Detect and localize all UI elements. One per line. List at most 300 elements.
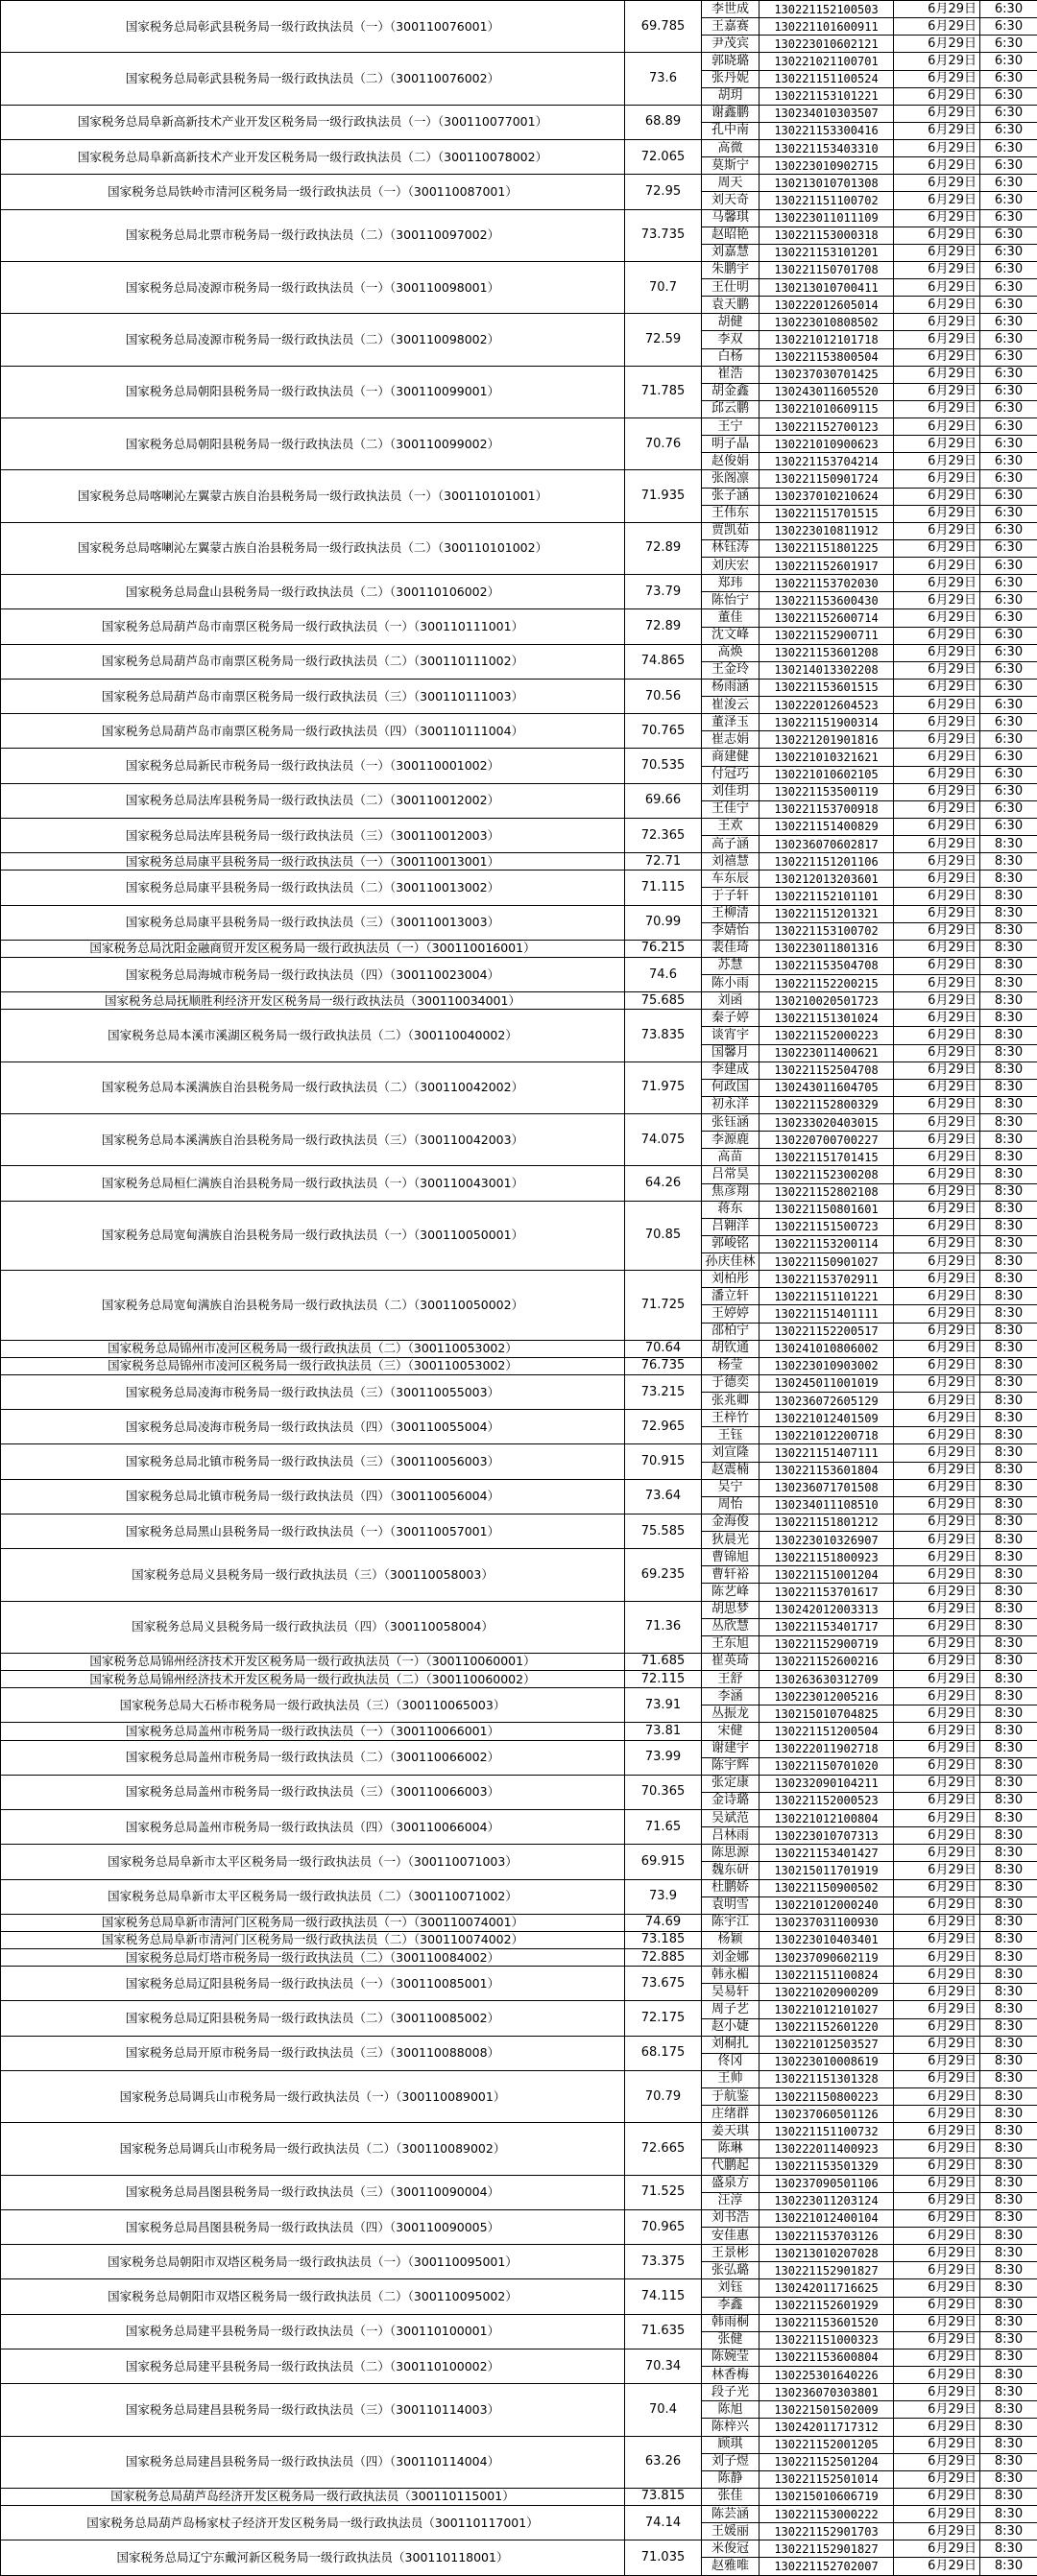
exam-number-cell: 130221152601929 <box>760 2297 894 2314</box>
date-cell: 6月29日 <box>894 2540 980 2558</box>
date-cell: 6月29日 <box>894 1027 980 1044</box>
table-row <box>1 1601 1037 1618</box>
exam-number-cell: 130221153600804 <box>760 2349 894 2366</box>
cutoff-score-cell: 71.975 <box>625 1061 702 1113</box>
exam-number-cell: 130221150801601 <box>760 1201 894 1218</box>
candidate-name-cell: 吴易轩 <box>702 1984 760 2001</box>
candidate-name-cell: 秦子婷 <box>702 1010 760 1027</box>
time-cell: 6:30 <box>980 87 1037 105</box>
exam-number-cell: 130223011011109 <box>760 209 894 227</box>
candidate-name-cell: 曹锦旭 <box>702 1549 760 1566</box>
table-row <box>1 1949 1037 1967</box>
date-cell: 6月29日 <box>894 105 980 122</box>
time-cell: 8:30 <box>980 2297 1037 2314</box>
cutoff-score-cell: 72.365 <box>625 818 702 852</box>
time-cell: 6:30 <box>980 453 1037 470</box>
date-cell: 6月29日 <box>894 87 980 105</box>
cutoff-score-cell: 71.685 <box>625 1653 702 1670</box>
candidate-name-cell: 高苗 <box>702 1149 760 1166</box>
date-cell: 6月29日 <box>894 1044 980 1061</box>
time-cell: 8:30 <box>980 2209 1037 2227</box>
date-cell: 6月29日 <box>894 348 980 366</box>
candidate-name-cell: 胡思梦 <box>702 1601 760 1618</box>
candidate-name-cell: 赵小婕 <box>702 2018 760 2036</box>
time-cell: 6:30 <box>980 175 1037 192</box>
date-cell: 6月29日 <box>894 2228 980 2245</box>
date-cell: 6月29日 <box>894 2018 980 2036</box>
candidate-name-cell: 于德奕 <box>702 1374 760 1392</box>
cutoff-score-cell: 72.71 <box>625 853 702 871</box>
position-cell: 国家税务总局沈阳金融商贸开发区税务局一级行政执法员（一）（300110016001） <box>1 940 625 957</box>
time-cell: 6:30 <box>980 592 1037 609</box>
date-cell: 6月29日 <box>894 1845 980 1862</box>
candidate-name-cell: 王佳宁 <box>702 800 760 818</box>
date-cell: 6月29日 <box>894 2192 980 2209</box>
candidate-name-cell: 杜鹏娇 <box>702 1879 760 1896</box>
date-cell: 6月29日 <box>894 1410 980 1427</box>
position-cell: 国家税务总局阜新市清河门区税务局一级行政执法员（二）（300110074002） <box>1 1931 625 1948</box>
exam-number-cell: 130221151301024 <box>760 1010 894 1027</box>
candidate-name-cell: 杨颖 <box>702 1931 760 1948</box>
exam-number-cell: 130221153600430 <box>760 592 894 609</box>
time-cell: 6:30 <box>980 366 1037 383</box>
date-cell: 6月29日 <box>894 418 980 436</box>
candidate-name-cell: 孔中南 <box>702 122 760 139</box>
time-cell: 8:30 <box>980 1288 1037 1305</box>
cutoff-score-cell: 74.865 <box>625 644 702 679</box>
exam-number-cell: 130221150701708 <box>760 261 894 278</box>
table-row <box>1 1810 1037 1827</box>
date-cell: 6月29日 <box>894 2175 980 2192</box>
candidate-name-cell: 白杨 <box>702 348 760 366</box>
date-cell: 6月29日 <box>894 749 980 766</box>
cutoff-score-cell: 70.76 <box>625 418 702 470</box>
exam-number-cell: 130221152901827 <box>760 2540 894 2558</box>
exam-number-cell: 130223010811912 <box>760 522 894 539</box>
date-cell: 6月29日 <box>894 1235 980 1252</box>
time-cell: 8:30 <box>980 871 1037 888</box>
exam-number-cell: 130223010903002 <box>760 1357 894 1374</box>
time-cell: 6:30 <box>980 1 1037 18</box>
exam-number-cell: 130221153800504 <box>760 348 894 366</box>
candidate-name-cell: 狄晨光 <box>702 1532 760 1549</box>
candidate-name-cell: 张佳 <box>702 2488 760 2505</box>
exam-number-cell: 130234011108510 <box>760 1496 894 1514</box>
date-cell: 6月29日 <box>894 2384 980 2401</box>
candidate-name-cell: 王柳清 <box>702 905 760 922</box>
date-cell: 6月29日 <box>894 2453 980 2470</box>
cutoff-score-cell: 64.26 <box>625 1166 702 1201</box>
table-row <box>1 1879 1037 1896</box>
position-cell: 国家税务总局锦州经济技术开发区税务局一级行政执法员（一）（300110060001） <box>1 1653 625 1670</box>
date-cell: 6月29日 <box>894 1931 980 1948</box>
candidate-name-cell: 高子涵 <box>702 836 760 853</box>
time-cell: 8:30 <box>980 1984 1037 2001</box>
cutoff-score-cell: 70.7 <box>625 261 702 313</box>
candidate-name-cell: 刘书浩 <box>702 2209 760 2227</box>
date-cell: 6月29日 <box>894 2123 980 2140</box>
time-cell: 8:30 <box>980 1827 1037 1845</box>
date-cell: 6月29日 <box>894 2262 980 2279</box>
date-cell: 6月29日 <box>894 853 980 871</box>
cutoff-score-cell: 72.175 <box>625 2001 702 2036</box>
table-row <box>1 1914 1037 1931</box>
candidate-name-cell: 刘柏彤 <box>702 1271 760 1288</box>
time-cell: 8:30 <box>980 1340 1037 1357</box>
exam-number-cell: 130221153401717 <box>760 1618 894 1635</box>
table-row <box>1 2001 1037 2018</box>
exam-number-cell: 130221020900209 <box>760 1984 894 2001</box>
table-row <box>1 905 1037 922</box>
date-cell: 6月29日 <box>894 2401 980 2419</box>
candidate-name-cell: 陈怡宁 <box>702 592 760 609</box>
position-cell: 国家税务总局盖州市税务局一级行政执法员（三）（300110066003） <box>1 1775 625 1809</box>
time-cell: 8:30 <box>980 1218 1037 1235</box>
exam-number-cell: 130221152101101 <box>760 888 894 905</box>
table-row <box>1 2175 1037 2192</box>
table-row <box>1 1549 1037 1566</box>
table-row <box>1 957 1037 974</box>
time-cell: 8:30 <box>980 1931 1037 1948</box>
exam-number-cell: 130221012100804 <box>760 1810 894 1827</box>
date-cell: 6月29日 <box>894 1 980 18</box>
date-cell: 6月29日 <box>894 2140 980 2158</box>
candidate-name-cell: 崔志娟 <box>702 731 760 749</box>
time-cell: 6:30 <box>980 679 1037 696</box>
time-cell: 8:30 <box>980 1723 1037 1740</box>
table-row <box>1 783 1037 800</box>
time-cell: 8:30 <box>980 1357 1037 1374</box>
candidate-name-cell: 邱云鹏 <box>702 400 760 417</box>
date-cell: 6月29日 <box>894 1757 980 1775</box>
table-row <box>1 1340 1037 1357</box>
exam-number-cell: 130221153000318 <box>760 227 894 244</box>
date-cell: 6月29日 <box>894 297 980 314</box>
time-cell: 8:30 <box>980 1514 1037 1531</box>
position-cell: 国家税务总局凌源市税务局一级行政执法员（一）（300110098001） <box>1 261 625 313</box>
time-cell: 6:30 <box>980 157 1037 175</box>
date-cell: 6月29日 <box>894 922 980 940</box>
candidate-name-cell: 陈静 <box>702 2470 760 2488</box>
date-cell: 6月29日 <box>894 2488 980 2505</box>
exam-number-cell: 130221153702030 <box>760 575 894 592</box>
table-row <box>1 209 1037 227</box>
position-cell: 国家税务总局建平县税务局一级行政执法员（二）（300110100002） <box>1 2349 625 2383</box>
date-cell: 6月29日 <box>894 2558 980 2575</box>
exam-number-cell: 130221153101221 <box>760 87 894 105</box>
cutoff-score-cell: 72.59 <box>625 314 702 366</box>
date-cell: 6月29日 <box>894 818 980 835</box>
table-row <box>1 522 1037 539</box>
exam-number-cell: 130232090104211 <box>760 1775 894 1792</box>
date-cell: 6月29日 <box>894 1288 980 1305</box>
date-cell: 6月29日 <box>894 1671 980 1688</box>
table-row <box>1 1357 1037 1374</box>
exam-number-cell: 130223010707313 <box>760 1827 894 1845</box>
time-cell: 6:30 <box>980 766 1037 783</box>
candidate-name-cell: 蒋东 <box>702 1201 760 1218</box>
time-cell: 8:30 <box>980 940 1037 957</box>
cutoff-score-cell: 70.99 <box>625 905 702 940</box>
exam-number-cell: 130221151200504 <box>760 1723 894 1740</box>
time-cell: 6:30 <box>980 470 1037 488</box>
candidate-name-cell: 吴宁 <box>702 1479 760 1496</box>
candidate-name-cell: 陈宇江 <box>702 1914 760 1931</box>
table-row <box>1 2123 1037 2140</box>
position-cell: 国家税务总局凌源市税务局一级行政执法员（二）（300110098002） <box>1 314 625 366</box>
date-cell: 6月29日 <box>894 1218 980 1235</box>
exam-number-cell: 130221152300208 <box>760 1166 894 1183</box>
date-cell: 6月29日 <box>894 53 980 70</box>
table-row <box>1 940 1037 957</box>
candidate-name-cell: 周子艺 <box>702 2001 760 2018</box>
time-cell: 8:30 <box>980 1271 1037 1288</box>
position-cell: 国家税务总局调兵山市税务局一级行政执法员（二）（300110089002） <box>1 2123 625 2175</box>
candidate-name-cell: 郭峻铭 <box>702 1235 760 1252</box>
exam-number-cell: 130221151100702 <box>760 192 894 209</box>
time-cell: 8:30 <box>980 1410 1037 1427</box>
date-cell: 6月29日 <box>894 453 980 470</box>
time-cell: 8:30 <box>980 2384 1037 2401</box>
table-row <box>1 1723 1037 1740</box>
date-cell: 6月29日 <box>894 279 980 297</box>
time-cell: 8:30 <box>980 1323 1037 1340</box>
table-row <box>1 1444 1037 1462</box>
exam-number-cell: 130221151000323 <box>760 2331 894 2349</box>
exam-number-cell: 130242011717312 <box>760 2419 894 2436</box>
candidate-name-cell: 付冠巧 <box>702 766 760 783</box>
exam-number-cell: 130221152100503 <box>760 1 894 18</box>
table-row <box>1 1374 1037 1392</box>
candidate-name-cell: 崔浚云 <box>702 697 760 714</box>
date-cell: 6月29日 <box>894 2331 980 2349</box>
candidate-name-cell: 段子光 <box>702 2384 760 2401</box>
exam-number-cell: 130221153704214 <box>760 453 894 470</box>
candidate-name-cell: 吕常昊 <box>702 1166 760 1183</box>
exam-number-cell: 130221151401111 <box>760 1305 894 1323</box>
exam-number-cell: 130241010806002 <box>760 1340 894 1357</box>
table-row <box>1 1114 1037 1132</box>
cutoff-score-cell: 71.935 <box>625 470 702 522</box>
cutoff-score-cell: 74.69 <box>625 1914 702 1931</box>
candidate-name-cell: 陈婉莹 <box>702 2349 760 2366</box>
time-cell: 8:30 <box>980 1618 1037 1635</box>
position-cell: 国家税务总局锦州市凌河区税务局一级行政执法员（二）（300110053002） <box>1 1340 625 1357</box>
time-cell: 8:30 <box>980 2158 1037 2175</box>
candidate-name-cell: 刘嘉慧 <box>702 244 760 261</box>
date-cell: 6月29日 <box>894 1584 980 1601</box>
candidate-name-cell: 裴佳琦 <box>702 940 760 957</box>
time-cell: 8:30 <box>980 1444 1037 1462</box>
date-cell: 6月29日 <box>894 209 980 227</box>
exam-number-cell: 130221151800923 <box>760 1549 894 1566</box>
date-cell: 6月29日 <box>894 940 980 957</box>
time-cell: 8:30 <box>980 2523 1037 2540</box>
date-cell: 6月29日 <box>894 2001 980 2018</box>
candidate-name-cell: 刘天奇 <box>702 192 760 209</box>
time-cell: 8:30 <box>980 1949 1037 1967</box>
time-cell: 8:30 <box>980 1862 1037 1879</box>
time-cell: 6:30 <box>980 383 1037 400</box>
candidate-name-cell: 刘钰 <box>702 2279 760 2297</box>
position-cell: 国家税务总局大石桥市税务局一级行政执法员（三）（300110065003） <box>1 1688 625 1723</box>
time-cell: 8:30 <box>980 1584 1037 1601</box>
date-cell: 6月29日 <box>894 1914 980 1931</box>
exam-number-cell: 130221150800223 <box>760 2088 894 2106</box>
time-cell: 6:30 <box>980 731 1037 749</box>
position-cell: 国家税务总局彰武县税务局一级行政执法员（一）（300110076001） <box>1 1 625 53</box>
time-cell: 6:30 <box>980 53 1037 70</box>
time-cell: 8:30 <box>980 2453 1037 2470</box>
exam-number-cell: 130221150901724 <box>760 470 894 488</box>
date-cell: 6月29日 <box>894 644 980 661</box>
exam-number-cell: 130221152700123 <box>760 418 894 436</box>
time-cell: 8:30 <box>980 2314 1037 2331</box>
cutoff-score-cell: 73.91 <box>625 1688 702 1723</box>
cutoff-score-cell: 70.765 <box>625 714 702 749</box>
exam-number-cell: 130222012605014 <box>760 297 894 314</box>
date-cell: 6月29日 <box>894 1984 980 2001</box>
table-row <box>1 2506 1037 2523</box>
candidate-name-cell: 王婷婷 <box>702 1305 760 1323</box>
cutoff-score-cell: 72.89 <box>625 609 702 644</box>
date-cell: 6月29日 <box>894 957 980 974</box>
candidate-name-cell: 赵俊娟 <box>702 453 760 470</box>
table-row <box>1 714 1037 731</box>
exam-number-cell: 130215011701919 <box>760 1862 894 1879</box>
time-cell: 8:30 <box>980 992 1037 1010</box>
candidate-name-cell: 商建健 <box>702 749 760 766</box>
exam-number-cell: 130221152802108 <box>760 1183 894 1201</box>
position-cell: 国家税务总局葫芦岛市南票区税务局一级行政执法员（四）（300110111004） <box>1 714 625 749</box>
exam-number-cell: 130243011604705 <box>760 1079 894 1096</box>
exam-number-cell: 130223010902715 <box>760 157 894 175</box>
candidate-name-cell: 初永洋 <box>702 1096 760 1113</box>
position-cell: 国家税务总局辽阳县税务局一级行政执法员（二）（300110085002） <box>1 2001 625 2036</box>
date-cell: 6月29日 <box>894 1566 980 1584</box>
position-cell: 国家税务总局康平县税务局一级行政执法员（二）（300110013002） <box>1 871 625 905</box>
exam-number-cell: 130221153504708 <box>760 957 894 974</box>
time-cell: 8:30 <box>980 2053 1037 2070</box>
time-cell: 6:30 <box>980 505 1037 522</box>
position-cell: 国家税务总局北镇市税务局一级行政执法员（四）（300110056004） <box>1 1479 625 1514</box>
exam-number-cell: 130221010609115 <box>760 400 894 417</box>
candidate-name-cell: 安佳惠 <box>702 2228 760 2245</box>
exam-number-cell: 130221151201321 <box>760 905 894 922</box>
candidate-name-cell: 金海俊 <box>702 1514 760 1531</box>
position-cell: 国家税务总局本溪满族自治县税务局一级行政执法员（二）（300110042002） <box>1 1061 625 1113</box>
candidate-name-cell: 苏慧 <box>702 957 760 974</box>
table-row <box>1 2279 1037 2297</box>
time-cell: 6:30 <box>980 627 1037 644</box>
time-cell: 8:30 <box>980 2540 1037 2558</box>
exam-number-cell: 130221151400829 <box>760 818 894 835</box>
table-row <box>1 2384 1037 2401</box>
candidate-name-cell: 崔浩 <box>702 366 760 383</box>
table-row <box>1 1845 1037 1862</box>
position-cell: 国家税务总局铁岭市清河区税务局一级行政执法员（一）（300110087001） <box>1 175 625 209</box>
candidate-name-cell: 陈宇辉 <box>702 1757 760 1775</box>
exam-number-cell: 130221153703126 <box>760 2228 894 2245</box>
time-cell: 8:30 <box>980 2001 1037 2018</box>
candidate-name-cell: 林钰涛 <box>702 539 760 557</box>
exam-number-cell: 130221151701415 <box>760 1149 894 1166</box>
date-cell: 6月29日 <box>894 1132 980 1149</box>
date-cell: 6月29日 <box>894 227 980 244</box>
position-cell: 国家税务总局葫芦岛市南票区税务局一级行政执法员（二）（300110111002） <box>1 644 625 679</box>
date-cell: 6月29日 <box>894 1444 980 1462</box>
position-cell: 国家税务总局盖州市税务局一级行政执法员（二）（300110066002） <box>1 1740 625 1775</box>
time-cell: 8:30 <box>980 1496 1037 1514</box>
position-cell: 国家税务总局盘山县税务局一级行政执法员（二）（300110106002） <box>1 575 625 609</box>
position-cell: 国家税务总局建平县税务局一级行政执法员（一）（300110100001） <box>1 2314 625 2349</box>
candidate-name-cell: 陈芸涵 <box>702 2506 760 2523</box>
exam-number-cell: 130222011902718 <box>760 1740 894 1757</box>
cutoff-score-cell: 72.965 <box>625 1410 702 1444</box>
exam-number-cell: 130221151801212 <box>760 1514 894 1531</box>
date-cell: 6月29日 <box>894 18 980 36</box>
position-cell: 国家税务总局朝阳市双塔区税务局一级行政执法员（一）（300110095001） <box>1 2245 625 2279</box>
candidate-name-cell: 崔英琦 <box>702 1653 760 1670</box>
time-cell: 8:30 <box>980 2506 1037 2523</box>
time-cell: 8:30 <box>980 1061 1037 1079</box>
date-cell: 6月29日 <box>894 783 980 800</box>
exam-number-cell: 130221012401509 <box>760 1410 894 1427</box>
position-cell: 国家税务总局朝阳县税务局一级行政执法员（一）（300110099001） <box>1 366 625 417</box>
date-cell: 6月29日 <box>894 888 980 905</box>
candidate-name-cell: 曹轩裕 <box>702 1566 760 1584</box>
candidate-name-cell: 王欢 <box>702 818 760 835</box>
position-cell: 国家税务总局阜新市太平区税务局一级行政执法员（一）（300110071003） <box>1 1845 625 1879</box>
time-cell: 6:30 <box>980 18 1037 36</box>
candidate-name-cell: 吴斌范 <box>702 1810 760 1827</box>
candidate-name-cell: 代鹏起 <box>702 2158 760 2175</box>
exam-number-cell: 130221153601804 <box>760 1462 894 1479</box>
date-cell: 6月29日 <box>894 1879 980 1896</box>
time-cell: 8:30 <box>980 1740 1037 1757</box>
cutoff-score-cell: 74.075 <box>625 1114 702 1166</box>
date-cell: 6月29日 <box>894 836 980 853</box>
time-cell: 8:30 <box>980 1027 1037 1044</box>
time-cell: 8:30 <box>980 1044 1037 1061</box>
exam-number-cell: 130221152900711 <box>760 627 894 644</box>
date-cell: 6月29日 <box>894 1340 980 1357</box>
candidate-name-cell: 丛振龙 <box>702 1705 760 1723</box>
exam-number-cell: 130221152000523 <box>760 1792 894 1809</box>
candidate-name-cell: 李婧怡 <box>702 922 760 940</box>
exam-number-cell: 130212013203601 <box>760 871 894 888</box>
exam-number-cell: 130221152901827 <box>760 2262 894 2279</box>
date-cell: 6月29日 <box>894 1496 980 1514</box>
table-row <box>1 749 1037 766</box>
position-cell: 国家税务总局义县税务局一级行政执法员（三）（300110058003） <box>1 1549 625 1601</box>
exam-number-cell: 130221152501204 <box>760 2453 894 2470</box>
time-cell: 8:30 <box>980 2558 1037 2575</box>
candidate-name-cell: 高焕 <box>702 644 760 661</box>
position-cell: 国家税务总局盖州市税务局一级行政执法员（一）（300110066001） <box>1 1723 625 1740</box>
candidate-name-cell: 王金玲 <box>702 661 760 679</box>
table-row <box>1 2540 1037 2558</box>
table-row <box>1 1166 1037 1183</box>
time-cell: 8:30 <box>980 922 1037 940</box>
time-cell: 6:30 <box>980 697 1037 714</box>
candidate-name-cell: 金诗璐 <box>702 1792 760 1809</box>
date-cell: 6月29日 <box>894 470 980 488</box>
exam-number-cell: 130237090501106 <box>760 2175 894 2192</box>
position-cell: 国家税务总局北票市税务局一级行政执法员（二）（300110097002） <box>1 209 625 261</box>
table-row <box>1 261 1037 278</box>
position-cell: 国家税务总局锦州市凌河区税务局一级行政执法员（三）（300110053002） <box>1 1357 625 1374</box>
